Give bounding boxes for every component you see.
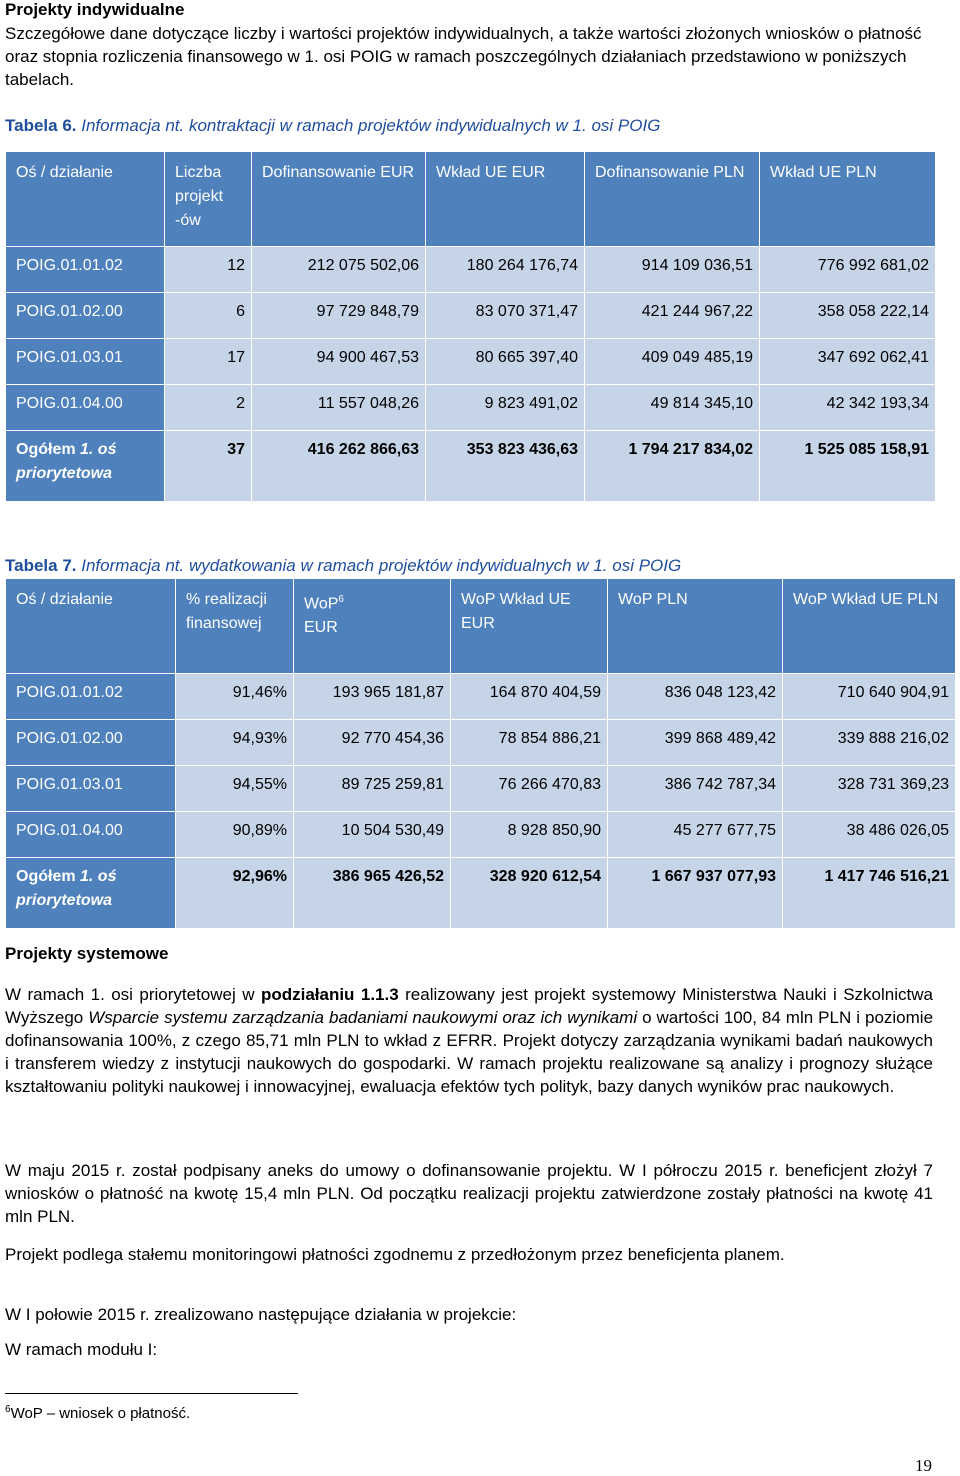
p1-a: W ramach 1. osi priorytetowej w [5, 985, 261, 1004]
row-label: POIG.01.03.01 [6, 766, 176, 812]
table7-caption [5, 556, 681, 576]
table-row [6, 293, 936, 339]
cell: 9 823 491,02 [426, 385, 585, 431]
cell: 2 [165, 385, 252, 431]
row-label: POIG.01.02.00 [6, 293, 165, 339]
cell: 8 928 850,90 [451, 812, 608, 858]
row-label: POIG.01.01.02 [6, 674, 176, 720]
total-label-a: Ogółem [16, 868, 76, 885]
row-label: POIG.01.04.00 [6, 385, 165, 431]
cell: 12 [165, 247, 252, 293]
cell: 1 525 085 158,91 [760, 431, 936, 502]
table-row [6, 674, 956, 720]
cell: 328 731 369,23 [783, 766, 956, 812]
table-row [6, 385, 936, 431]
p1-b: podziałaniu 1.1.3 [260, 985, 399, 1004]
cell: 914 109 036,51 [585, 247, 760, 293]
cell: 347 692 062,41 [760, 339, 936, 385]
table-row [6, 339, 936, 385]
section-title-systemic: Projekty systemowe [5, 944, 169, 963]
table6 [5, 151, 936, 502]
table7-header-wop-eur [294, 579, 451, 674]
cell: 416 262 866,63 [252, 431, 426, 502]
cell: 193 965 181,87 [294, 674, 451, 720]
cell: 710 640 904,91 [783, 674, 956, 720]
cell: 49 814 345,10 [585, 385, 760, 431]
cell: 339 888 216,02 [783, 720, 956, 766]
cell: 94,55% [176, 766, 294, 812]
cell: 94,93% [176, 720, 294, 766]
row-label: POIG.01.01.02 [6, 247, 165, 293]
page-number: 19 [915, 1456, 932, 1475]
cell: 358 058 222,14 [760, 293, 936, 339]
table6-caption-text: Informacja nt. kontraktacji w ramach projektów indywidualnych w 1. osi POIG [81, 116, 661, 135]
cell: 164 870 404,59 [451, 674, 608, 720]
cell: 92 770 454,36 [294, 720, 451, 766]
intro-paragraph: Szczegółowe dane dotyczące liczby i wartości projektów indywidualnych, a także wartości złożonych wniosków o płatność oraz stopnia rozliczenia finansowego w 1. osi POIG w ramach poszczególnych działaniach przedstawiono w poniższych tabelach. [5, 24, 922, 89]
cell: 6 [165, 293, 252, 339]
cell: 11 557 048,26 [252, 385, 426, 431]
cell: 80 665 397,40 [426, 339, 585, 385]
table6-header-eu-eur: Wkład UE EUR [426, 152, 585, 247]
table6-total-row [6, 431, 936, 502]
p1-c: realizowany jest projekt systemowy Ministerstwa Nauki i Szkolnictwa Wyższego [5, 985, 933, 1027]
row-label: POIG.01.04.00 [6, 812, 176, 858]
table6-header-row [6, 152, 936, 247]
cell: 1 417 746 516,21 [783, 858, 956, 929]
total-label-b: 1. oś priorytetowa [16, 441, 117, 482]
footnote [5, 1404, 190, 1422]
cell: 409 049 485,19 [585, 339, 760, 385]
cell: 353 823 436,63 [426, 431, 585, 502]
cell: 212 075 502,06 [252, 247, 426, 293]
total-label [6, 858, 176, 929]
cell: 386 742 787,34 [608, 766, 783, 812]
table6-header-eu-pln: Wkład UE PLN [760, 152, 936, 247]
systemic-paragraph-2: W maju 2015 r. został podpisany aneks do umowy o dofinansowanie projektu. W I półroczu 2015 r. beneficjent złożył 7 wniosków o płatność na kwotę 15,4 mln PLN. Od początku realizacji projektu zatwierdzone zostały płatności na kwotę 41 mln PLN. [5, 1161, 933, 1226]
cell: 89 725 259,81 [294, 766, 451, 812]
cell: 10 504 530,49 [294, 812, 451, 858]
footnote-number: 6 [5, 1404, 11, 1415]
cell: 421 244 967,22 [585, 293, 760, 339]
cell: 91,46% [176, 674, 294, 720]
cell: 328 920 612,54 [451, 858, 608, 929]
cell: 76 266 470,83 [451, 766, 608, 812]
cell: 83 070 371,47 [426, 293, 585, 339]
cell: 45 277 677,75 [608, 812, 783, 858]
table-row [6, 766, 956, 812]
cell: 38 486 026,05 [783, 812, 956, 858]
cell: 776 992 681,02 [760, 247, 936, 293]
total-label-b: 1. oś priorytetowa [16, 868, 117, 909]
systemic-paragraph-1 [5, 983, 933, 1098]
cell: 1 794 217 834,02 [585, 431, 760, 502]
table7-header-wop: WoP [304, 595, 339, 613]
cell: 90,89% [176, 812, 294, 858]
cell: 1 667 937 077,93 [608, 858, 783, 929]
cell: 97 729 848,79 [252, 293, 426, 339]
cell: 37 [165, 431, 252, 502]
cell: 836 048 123,42 [608, 674, 783, 720]
table6-caption [5, 116, 660, 136]
footnote-text: – wniosek o płatność. [42, 1405, 191, 1422]
table6-caption-label: Tabela 6. [5, 116, 77, 135]
cell: 399 868 489,42 [608, 720, 783, 766]
table6-header-count: Liczba projekt -ów [165, 152, 252, 247]
table-row [6, 812, 956, 858]
cell: 17 [165, 339, 252, 385]
table7-total-row [6, 858, 956, 929]
cell: 94 900 467,53 [252, 339, 426, 385]
table7 [5, 578, 956, 929]
systemic-paragraph-3: Projekt podlega stałemu monitoringowi płatności zgodnemu z przedłożonym przez beneficjenta planem. [5, 1245, 785, 1264]
footnote-separator [5, 1393, 298, 1394]
systemic-paragraph-5: W ramach modułu I: [5, 1340, 158, 1359]
table6-header-axis: Oś / działanie [6, 152, 165, 247]
table-row [6, 247, 936, 293]
row-label: POIG.01.02.00 [6, 720, 176, 766]
cell: 386 965 426,52 [294, 858, 451, 929]
table7-caption-text: Informacja nt. wydatkowania w ramach projektów indywidualnych w 1. osi POIG [81, 556, 682, 575]
table7-header-wop-pln: WoP PLN [608, 579, 783, 674]
footnote-term: WoP [10, 1405, 43, 1422]
table7-header-wop-eu-eur: WoP Wkład UE EUR [451, 579, 608, 674]
total-label [6, 431, 165, 502]
table6-header-cofin-pln: Dofinansowanie PLN [585, 152, 760, 247]
table7-header-row [6, 579, 956, 674]
table-row [6, 720, 956, 766]
row-label: POIG.01.03.01 [6, 339, 165, 385]
table6-header-cofin-eur: Dofinansowanie EUR [252, 152, 426, 247]
footnote-ref: 6 [338, 594, 344, 605]
p1-e: o wartości 100, 84 mln PLN i poziomie dofinansowania 100%, z czego 85,71 mln PLN to wkład z EFRR. Projekt dotyczy zarządzania wynikami badań naukowych i transferem wiedzy z instytucji naukowych do gospodarki. W ramach projektu realizowane są analizy i prognozy służące kształtowaniu polityki naukowej i innowacyjnej, ewaluacja efektów tych polityk, bazy danych wyników prac naukowych. [5, 1008, 934, 1096]
table7-header-percent: % realizacji finansowej [176, 579, 294, 674]
total-label-a: Ogółem [16, 441, 76, 458]
table7-header-wop-eu-pln: WoP Wkład UE PLN [783, 579, 956, 674]
p1-d: Wsparcie systemu zarządzania badaniami naukowymi oraz ich wynikami [88, 1008, 638, 1027]
cell: 92,96% [176, 858, 294, 929]
table7-caption-label: Tabela 7. [5, 556, 77, 575]
cell: 42 342 193,34 [760, 385, 936, 431]
cell: 180 264 176,74 [426, 247, 585, 293]
cell: 78 854 886,21 [451, 720, 608, 766]
table7-header-wop-unit: EUR [304, 619, 338, 637]
section-title-individual: Projekty indywidualne [5, 0, 185, 19]
table7-header-axis: Oś / działanie [6, 579, 176, 674]
systemic-paragraph-4: W I połowie 2015 r. zrealizowano następujące działania w projekcie: [5, 1305, 517, 1324]
